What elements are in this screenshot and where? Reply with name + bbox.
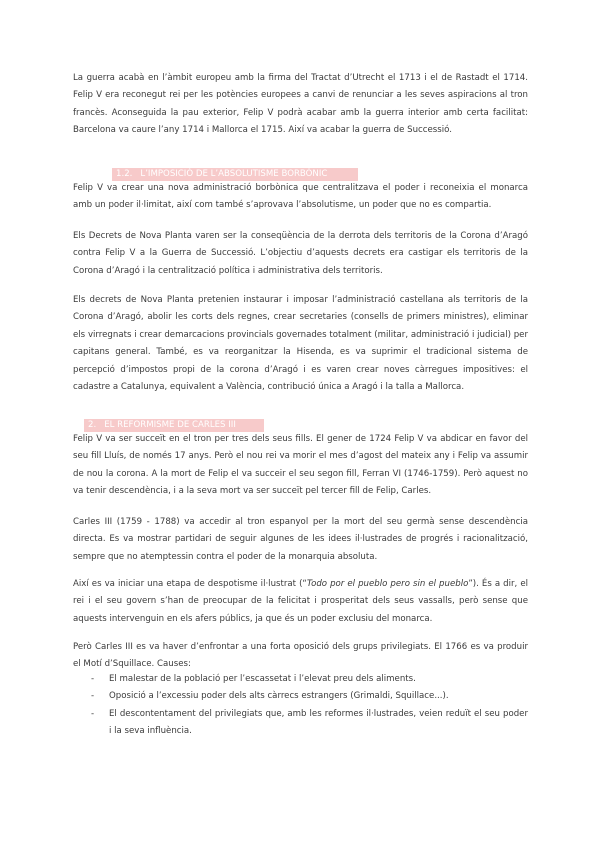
- paragraph-new-administration: Felip V va crear una nova administració borbònica que centralitzava el poder i reconeixia el monarca amb un poder il·limitat, així com també s’aprovava l’absolutisme, un poder que no es compartia.: [73, 183, 528, 211]
- list-item-text: El malestar de la població per l’escassetat i l’elevat preu dels aliments.: [109, 674, 416, 684]
- list-item: [73, 688, 528, 705]
- despotism-motto: Todo por el pueblo pero sin el pueblo: [306, 579, 469, 589]
- despotism-text-start: Així es va iniciar una etapa de despotisme il·lustrat (“: [73, 579, 307, 589]
- section-heading-number: 1.2.: [116, 169, 133, 179]
- list-bullet: -: [91, 674, 95, 684]
- paragraph-nova-planta-decrees: Els Decrets de Nova Planta varen ser la conseqüència de la derrota dels territoris de la Corona d’Aragó contra Felip V a la Guerra de Successió. L’objectiu d’aquests decrets era castigar els territoris de la Corona d’Aragó i la centralització política i administrativa dels territoris.: [73, 231, 528, 276]
- list-item-text: El descontentament del privilegiats que, amb les reformes il·lustrades, veien reduït el seu poder i la seva influència.: [109, 708, 528, 737]
- paragraph-carles-iii: Carles III (1759 - 1788) va accedir al tron espanyol per la mort del seu germà sense descendència directa. Es va mostrar partidari de seguir algunes de les idees il·lustrades de progrés i racionalització, sempre que no atemptessin contra el poder de la monarquia absoluta.: [73, 517, 528, 562]
- causes-list: [73, 671, 528, 741]
- list-bullet: -: [91, 708, 95, 719]
- paragraph-succession: Felip V va ser succeït en el tron per tres dels seus fills. El gener de 1724 Felip V va abdicar en favor del seu fill Lluís, de només 17 anys. Però el nou rei va morir el mes d’agost del mateix any i Felip va assumir de nou la corona. A la mort de Felip el va succeir el seu segon fill, Ferran VI (1746-1759). Però aquest no va tenir descendència, i a la seva mort va ser succeït pel tercer fill de Felip, Carles.: [73, 434, 528, 497]
- list-bullet: -: [91, 691, 95, 702]
- paragraph-enlightened-despotism: [73, 576, 528, 628]
- paragraph-nova-planta-details: Els decrets de Nova Planta pretenien instaurar i imposar l’administració castellana als territoris de la Corona d’Aragó, abolir les corts dels regnes, crear secretaries (consells de primers ministres), eliminar els virregnats i crear demarcacions provincials governades totalment (militar, administració i judicial) per capitans general. També, es va reorganitzar la Hisenda, es va suprimir el tradicional sistema de percepció d’impostos propi de la corona d’Aragó i es varen crear noves càrregues impositives: el cadastre a Catalunya, equivalent a València, contribució única a Aragó i la talla a Mallorca.: [73, 295, 528, 393]
- paragraph-squillace-riot: Però Carles III es va haver d’enfrontar a una forta oposició dels grups privilegiats. El 1766 es va produir el Motí d’Squillace. Causes:: [73, 642, 528, 670]
- list-item-text: Oposició a l’excessiu poder dels alts càrrecs estrangers (Grimaldi, Squillace...).: [109, 691, 449, 702]
- section-heading-text: L’IMPOSICIÓ DE L’ABSOLUTISME BORBÒNIC: [140, 169, 328, 179]
- section-heading-number: 2.: [88, 420, 97, 430]
- paragraph-utrecht: La guerra acabà en l’àmbit europeu amb la firma del Tractat d’Utrecht el 1713 i el de Rastadt el 1714. Felip V era reconegut rei per les potències europees a canvi de renunciar a les seves aspiracions al tron francès. Aconseguida la pau exterior, Felip V podrà acabar amb la guerra interior amb certa facilitat: Barcelona va caure l’any 1714 i Mallorca el 1715. Així va acabar la guerra de Successió.: [73, 73, 528, 136]
- despotism-text-end: ”). És a dir, el rei i el seu govern s’han de preocupar de la felicitat i prosperitat dels seus vassalls, però sense que aquests intervenguin en els afers públics, ja que és un poder exclusiu del monarca.: [73, 579, 528, 624]
- list-item: [73, 671, 528, 688]
- section-heading-text: EL REFORMISME DE CARLES III: [104, 420, 236, 430]
- list-item: [73, 706, 528, 741]
